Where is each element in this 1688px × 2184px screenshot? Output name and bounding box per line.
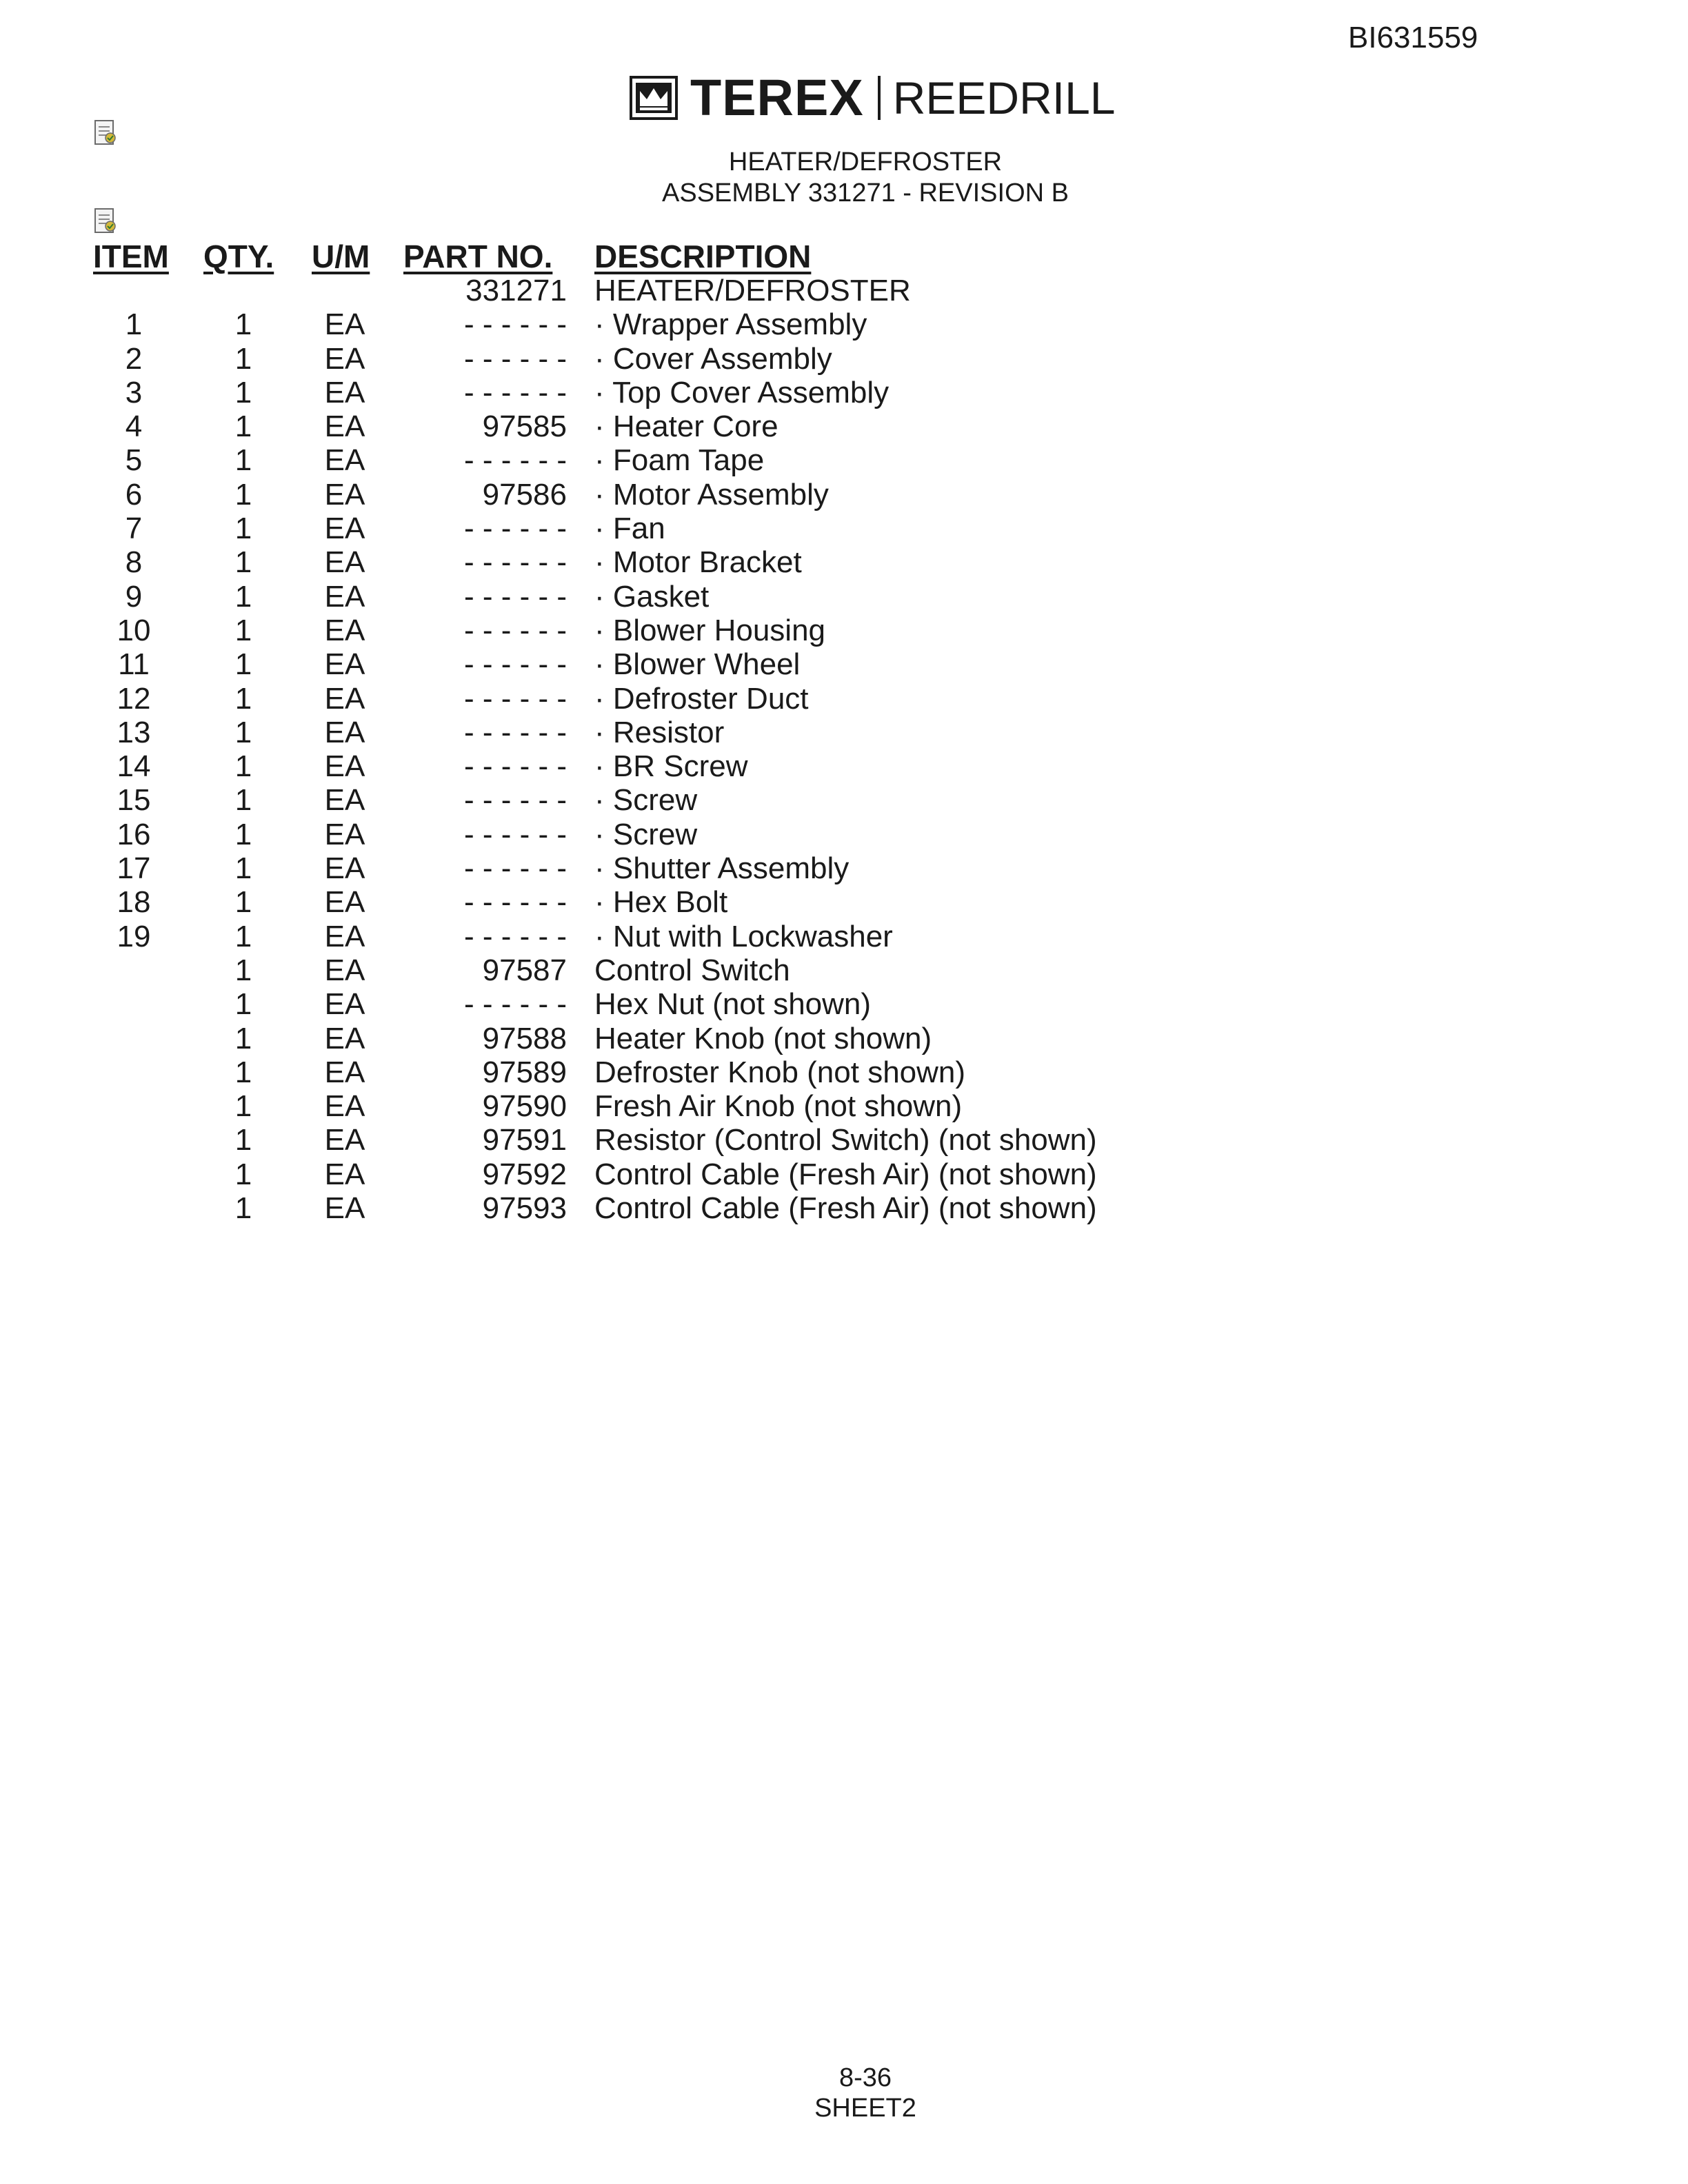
item-cell: 4 bbox=[125, 410, 143, 444]
logo-brand-text: TEREX bbox=[690, 69, 864, 126]
terex-reedrill-logo bbox=[630, 69, 1116, 126]
um-cell: EA bbox=[324, 512, 365, 546]
description-cell: · Foam Tape bbox=[594, 443, 765, 478]
table-row bbox=[0, 647, 1688, 681]
part-number-cell: 97591 bbox=[482, 1123, 567, 1157]
part-number-cell: - - - - - - bbox=[463, 681, 567, 716]
item-cell: 8 bbox=[125, 545, 143, 580]
um-cell: EA bbox=[324, 749, 365, 784]
qty-cell: 1 bbox=[234, 613, 252, 647]
table-row bbox=[0, 307, 1688, 341]
table-row bbox=[0, 1055, 1688, 1089]
um-cell: EA bbox=[324, 919, 365, 953]
qty-cell: 1 bbox=[234, 1157, 252, 1191]
table-row bbox=[0, 1157, 1688, 1191]
um-cell: EA bbox=[324, 1021, 365, 1055]
qty-cell: 1 bbox=[234, 477, 252, 512]
um-cell: EA bbox=[324, 375, 365, 410]
qty-cell: 1 bbox=[234, 953, 252, 987]
item-cell: 11 bbox=[118, 647, 150, 682]
um-cell: EA bbox=[324, 1123, 365, 1157]
um-cell: EA bbox=[324, 1089, 365, 1124]
table-row bbox=[0, 410, 1688, 443]
part-number-cell: - - - - - - bbox=[463, 783, 567, 818]
description-cell: · Screw bbox=[594, 783, 698, 818]
part-number-cell: - - - - - - bbox=[463, 647, 567, 682]
item-cell: 18 bbox=[117, 885, 151, 920]
description-cell: · Gasket bbox=[594, 579, 710, 614]
um-cell: EA bbox=[324, 613, 365, 647]
um-cell: EA bbox=[324, 647, 365, 682]
um-cell: EA bbox=[324, 579, 365, 614]
qty-cell: 1 bbox=[234, 987, 252, 1022]
description-cell: · Screw bbox=[594, 817, 698, 851]
description-cell: Hex Nut (not shown) bbox=[594, 987, 872, 1022]
part-number-cell: - - - - - - bbox=[463, 851, 567, 886]
description-cell: Control Switch bbox=[594, 953, 790, 987]
qty-cell: 1 bbox=[234, 512, 252, 546]
description-cell: · Motor Assembly bbox=[594, 477, 829, 512]
item-cell: 15 bbox=[117, 783, 151, 818]
table-row bbox=[0, 716, 1688, 749]
page-number: 8-36 bbox=[838, 2063, 892, 2092]
part-number-cell: 97588 bbox=[482, 1021, 567, 1055]
table-row bbox=[0, 1191, 1688, 1225]
header-um: U/M bbox=[312, 239, 370, 274]
part-number-cell: - - - - - - bbox=[463, 512, 567, 546]
description-cell: HEATER/DEFROSTER bbox=[594, 274, 911, 307]
qty-cell: 1 bbox=[234, 647, 252, 682]
um-cell: EA bbox=[324, 885, 365, 920]
part-number-cell: - - - - - - bbox=[463, 749, 567, 784]
part-number-cell: - - - - - - bbox=[463, 817, 567, 851]
table-row bbox=[0, 1123, 1688, 1157]
header-description: DESCRIPTION bbox=[594, 239, 812, 274]
table-row bbox=[0, 512, 1688, 545]
item-cell: 10 bbox=[117, 613, 151, 647]
part-number-cell: 97590 bbox=[482, 1089, 567, 1124]
qty-cell: 1 bbox=[234, 749, 252, 784]
qty-cell: 1 bbox=[234, 1055, 252, 1089]
part-number-cell: - - - - - - bbox=[463, 341, 567, 376]
table-row bbox=[0, 1089, 1688, 1123]
description-cell: · Blower Housing bbox=[594, 613, 826, 647]
part-number-cell: - - - - - - bbox=[463, 545, 567, 580]
parts-table bbox=[0, 274, 1688, 1225]
item-cell: 3 bbox=[125, 375, 143, 410]
assembly-title: HEATER/DEFROSTER bbox=[728, 148, 1003, 176]
item-cell: 1 bbox=[125, 307, 143, 342]
qty-cell: 1 bbox=[234, 1089, 252, 1124]
item-cell: 9 bbox=[125, 579, 143, 614]
um-cell: EA bbox=[324, 545, 365, 580]
description-cell: · Top Cover Assembly bbox=[594, 375, 890, 410]
item-cell: 19 bbox=[117, 919, 151, 953]
item-cell: 5 bbox=[125, 443, 143, 478]
description-cell: Fresh Air Knob (not shown) bbox=[594, 1089, 963, 1124]
description-cell: Defroster Knob (not shown) bbox=[594, 1055, 966, 1089]
table-row bbox=[0, 1022, 1688, 1055]
qty-cell: 1 bbox=[234, 919, 252, 953]
qty-cell: 1 bbox=[234, 715, 252, 749]
um-cell: EA bbox=[324, 987, 365, 1022]
um-cell: EA bbox=[324, 1055, 365, 1089]
description-cell: · Blower Wheel bbox=[594, 647, 801, 682]
table-row bbox=[0, 818, 1688, 851]
sheet-label: SHEET2 bbox=[814, 2094, 916, 2123]
description-cell: Resistor (Control Switch) (not shown) bbox=[594, 1123, 1097, 1157]
document-icon[interactable] bbox=[91, 119, 119, 146]
part-number-cell: - - - - - - bbox=[463, 919, 567, 953]
table-row bbox=[0, 545, 1688, 579]
part-number-cell: - - - - - - bbox=[463, 443, 567, 478]
assembly-subtitle: ASSEMBLY 331271 - REVISION B bbox=[662, 179, 1069, 208]
description-cell: · Wrapper Assembly bbox=[594, 307, 867, 342]
qty-cell: 1 bbox=[234, 443, 252, 478]
description-cell: · Heater Core bbox=[594, 410, 778, 444]
part-number-cell: 97585 bbox=[482, 410, 567, 444]
um-cell: EA bbox=[324, 341, 365, 376]
part-number-cell: - - - - - - bbox=[463, 987, 567, 1022]
qty-cell: 1 bbox=[234, 341, 252, 376]
um-cell: EA bbox=[324, 851, 365, 886]
table-row bbox=[0, 478, 1688, 512]
table-row bbox=[0, 851, 1688, 885]
qty-cell: 1 bbox=[234, 817, 252, 851]
header-qty: QTY. bbox=[203, 239, 274, 274]
part-number-cell: 97593 bbox=[482, 1191, 567, 1226]
description-cell: · Defroster Duct bbox=[594, 681, 809, 716]
qty-cell: 1 bbox=[234, 307, 252, 342]
table-row bbox=[0, 783, 1688, 817]
table-row bbox=[0, 920, 1688, 953]
table-row bbox=[0, 443, 1688, 477]
part-number-cell: - - - - - - bbox=[463, 579, 567, 614]
um-cell: EA bbox=[324, 1191, 365, 1226]
description-cell: Control Cable (Fresh Air) (not shown) bbox=[594, 1157, 1097, 1191]
part-number-cell: 331271 bbox=[465, 274, 567, 307]
header-part-no: PART NO. bbox=[403, 239, 553, 274]
item-cell: 7 bbox=[125, 512, 143, 546]
qty-cell: 1 bbox=[234, 851, 252, 886]
item-cell: 16 bbox=[117, 817, 151, 851]
item-cell: 14 bbox=[117, 749, 151, 784]
um-cell: EA bbox=[324, 1157, 365, 1191]
table-row bbox=[0, 342, 1688, 376]
document-icon[interactable] bbox=[91, 207, 119, 234]
part-number-cell: 97587 bbox=[482, 953, 567, 987]
table-row bbox=[0, 953, 1688, 987]
logo-divider bbox=[878, 76, 881, 120]
description-cell: · Resistor bbox=[594, 715, 725, 749]
table-row bbox=[0, 376, 1688, 410]
description-cell: · Hex Bolt bbox=[594, 885, 728, 920]
logo-sub-text: REEDRILL bbox=[892, 72, 1116, 123]
part-number-cell: - - - - - - bbox=[463, 885, 567, 920]
um-cell: EA bbox=[324, 715, 365, 749]
qty-cell: 1 bbox=[234, 1021, 252, 1055]
qty-cell: 1 bbox=[234, 885, 252, 920]
um-cell: EA bbox=[324, 443, 365, 478]
um-cell: EA bbox=[324, 817, 365, 851]
table-row bbox=[0, 749, 1688, 783]
qty-cell: 1 bbox=[234, 410, 252, 444]
table-row bbox=[0, 274, 1688, 307]
terex-crown-icon bbox=[630, 76, 678, 120]
qty-cell: 1 bbox=[234, 375, 252, 410]
item-cell: 13 bbox=[117, 715, 151, 749]
um-cell: EA bbox=[324, 953, 365, 987]
um-cell: EA bbox=[324, 783, 365, 818]
header-item: ITEM bbox=[93, 239, 169, 274]
item-cell: 17 bbox=[117, 851, 151, 886]
table-row bbox=[0, 885, 1688, 919]
qty-cell: 1 bbox=[234, 1191, 252, 1226]
item-cell: 2 bbox=[125, 341, 143, 376]
description-cell: · BR Screw bbox=[594, 749, 748, 784]
table-row bbox=[0, 614, 1688, 647]
table-row bbox=[0, 580, 1688, 614]
um-cell: EA bbox=[324, 410, 365, 444]
part-number-cell: 97586 bbox=[482, 477, 567, 512]
description-cell: · Motor Bracket bbox=[594, 545, 802, 580]
um-cell: EA bbox=[324, 477, 365, 512]
part-number-cell: 97589 bbox=[482, 1055, 567, 1089]
item-cell: 12 bbox=[117, 681, 151, 716]
description-cell: · Fan bbox=[594, 512, 665, 546]
part-number-cell: - - - - - - bbox=[463, 307, 567, 342]
item-cell: 6 bbox=[125, 477, 143, 512]
part-number-cell: 97592 bbox=[482, 1157, 567, 1191]
table-row bbox=[0, 987, 1688, 1021]
part-number-cell: - - - - - - bbox=[463, 375, 567, 410]
qty-cell: 1 bbox=[234, 783, 252, 818]
description-cell: · Nut with Lockwasher bbox=[594, 919, 893, 953]
table-row bbox=[0, 682, 1688, 716]
qty-cell: 1 bbox=[234, 681, 252, 716]
qty-cell: 1 bbox=[234, 579, 252, 614]
document-id: BI631559 bbox=[1348, 21, 1478, 54]
um-cell: EA bbox=[324, 681, 365, 716]
part-number-cell: - - - - - - bbox=[463, 613, 567, 647]
description-cell: · Cover Assembly bbox=[594, 341, 832, 376]
description-cell: Heater Knob (not shown) bbox=[594, 1021, 932, 1055]
part-number-cell: - - - - - - bbox=[463, 715, 567, 749]
um-cell: EA bbox=[324, 307, 365, 342]
qty-cell: 1 bbox=[234, 545, 252, 580]
qty-cell: 1 bbox=[234, 1123, 252, 1157]
description-cell: Control Cable (Fresh Air) (not shown) bbox=[594, 1191, 1097, 1226]
description-cell: · Shutter Assembly bbox=[594, 851, 850, 886]
